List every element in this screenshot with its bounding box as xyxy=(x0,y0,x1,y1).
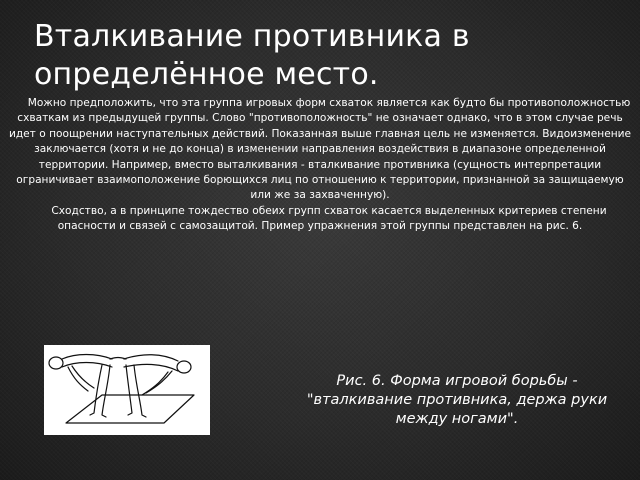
left-wrestler-arm xyxy=(68,367,88,391)
body-paragraph-2: Сходство, а в принципе тождество обеих групп схваток касается выделенных критериев степени опасности и связей с самозащитой. Пример упражнения этой группы представлен на рис. 6. xyxy=(51,204,607,233)
figure-caption: Рис. 6. Форма игровой борьбы - "вталкивание противника, держа руки между ногами". xyxy=(306,373,608,427)
right-wrestler-head xyxy=(177,361,191,373)
body-paragraph-1: Можно предположить, что эта группа игровых форм схваток является как будто бы противоположностью схваткам из предыдущей группы. Слово "противоположность" не означает однако, что в этом случае речь идет о поощрении наступательных действий. Показанная выше главная цель не изменяется. Видоизменение заключается (хотя и не до конца) в изменении направления воздействия в диапазоне определенной территории. Например, вместо выталкивания - вталкивание противника (сущность интерпретации ограничивает взаимоположение борющихся лиц по отношению к территории, признанной за защищаемую или же за захваченную). xyxy=(8,97,632,202)
left-wrestler-legs xyxy=(90,365,102,415)
wrestling-figure-drawing xyxy=(44,345,210,435)
slide-body-text xyxy=(8,96,632,235)
left-wrestler-head xyxy=(49,357,63,369)
wrestling-figure-illustration xyxy=(44,345,210,435)
slide-title: Вталкивание противника в определённое место. xyxy=(34,19,470,92)
right-wrestler-torso xyxy=(124,355,178,361)
left-wrestler-torso xyxy=(62,355,112,360)
right-wrestler-legs xyxy=(126,365,132,415)
